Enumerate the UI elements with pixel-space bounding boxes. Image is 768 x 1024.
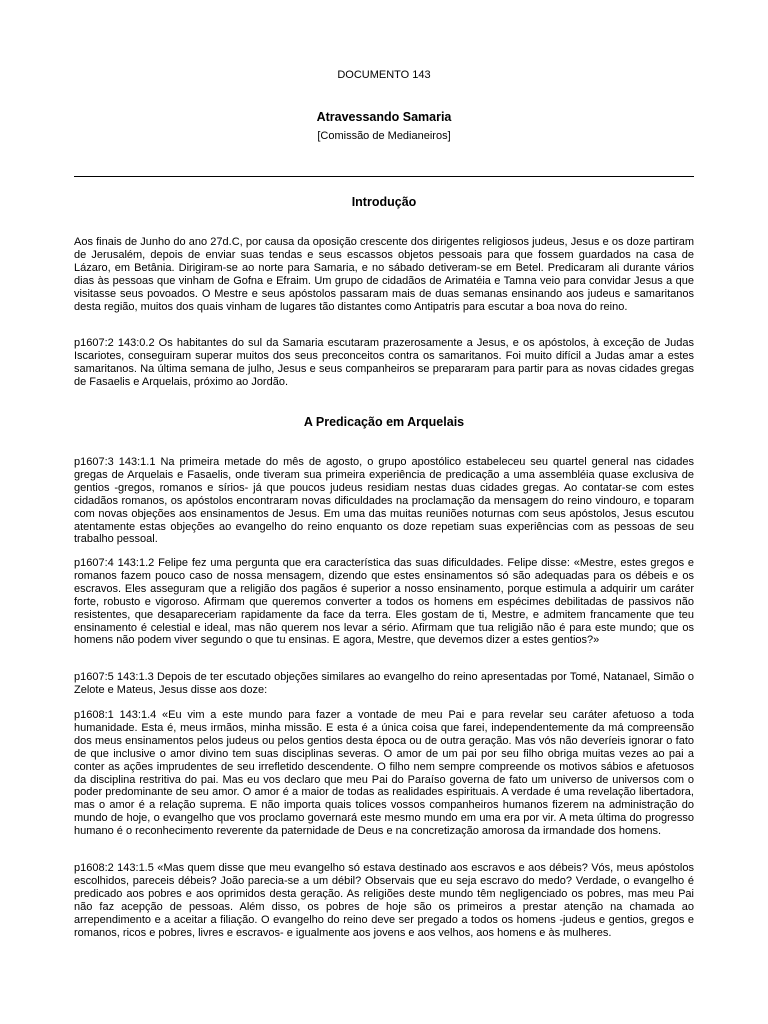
document-number: DOCUMENTO 143 <box>337 69 431 81</box>
paragraph: p1607:3 143:1.1 Na primeira metade do mês de agosto, o grupo apostólico estabeleceu seu quartel general nas cidades gregas de Arquelais e Fasaelis, onde tiveram sua primeira experiência de predicação a uma assembléia quase exclusiva de gentios -gregos, romanos e sírios- já que poucos judeus residiam nestas duas cidades gregas. Ao contatar-se com estes cidadãos romanos, os apóstolos encontraram novas dificuldades na proclamação da mensagem do reino vindouro, e toparam com novas objeções aos ensinamentos de Jesus. Em uma das muitas reuniões noturnas com seus apóstolos, Jesus escutou atentamente estas objeções ao evangelho do reino enquanto os doze repetiam suas experiências com as pessoas de seu trabalho pessoal. <box>74 456 694 546</box>
section-heading-predicacao: A Predicação em Arquelais <box>303 415 465 429</box>
paragraph: p1608:1 143:1.4 «Eu vim a este mundo para fazer a vontade de meu Pai e para revelar seu caráter afetuoso a toda humanidade. Esta é, meus irmãos, minha missão. E esta é a única coisa que farei, independentemente da má compreensão dos meus ensinamentos pelos judeus ou pelos gentios desta época ou de outra geração. Mas vós não deveríeis ignorar o fato de que inclusive o amor divino tem suas disciplinas severas. O amor de um pai por seu filho obriga muitas vezes ao pai a conter as ações imprudentes de seu irrefletido descendente. O filho nem sempre compreende os motivos sábios e afetuosos da disciplina restritiva do pai. Mas eu vos declaro que meu Pai do Paraíso governa de fato um universo de universos com o poder predominante de seu amor. O amor é a maior de todas as realidades espirituais. A verdade é uma revelação libertadora, mas o amor é a relação suprema. E não importa quais tolices vossos companheiros humanos fizerem na administração do mundo de hoje, o evangelho que vos proclamo governará este mesmo mundo em uma era por vir. A meta última do progresso humano é o reconhecimento reverente da paternidade de Deus e na concretização amorosa da irmandade dos homens. <box>74 709 694 838</box>
horizontal-rule <box>74 176 694 177</box>
paragraph: Aos finais de Junho do ano 27d.C, por causa da oposição crescente dos dirigentes religiosos judeus, Jesus e os doze partiram de Jerusalém, depois de enviar suas tendas e seus escassos objetos pessoais para que fossem guardados na casa de Lázaro, em Betânia. Dirigiram-se ao norte para Samaria, e no sábado detiveram-se em Betel. Predicaram ali durante vários dias às pessoas que vinham de Gofna e Efraim. Um grupo de cidadãos de Arimatéia e Tamna veio para convidar Jesus a que visitasse seus povoados. O Mestre e seus apóstolos passaram mais de duas semanas ensinando aos judeus e samaritanos desta região, muitos dos quais vinham de lugares tão distantes como Antipatris para escutar a boa nova do reino. <box>74 236 694 313</box>
paragraph: p1608:2 143:1.5 «Mas quem disse que meu evangelho só estava destinado aos escravos e aos débeis? Vós, meus apóstolos escolhidos, pareceis débeis? João parecia-se a um débil? Observais que eu seja escravo do medo? Verdade, o evangelho é predicado aos pobres e aos oprimidos desta geração. As religiões deste mundo têm negligenciado os pobres, mas meu Pai não faz acepção de pessoas. Além disso, os pobres de hoje são os primeiros a prestar atenção na chamada ao arrependimento e a aceitar a filiação. O evangelho do reino deve ser pregado a todos os homens -judeus e gentios, gregos e romanos, ricos e pobres, livres e escravos- e igualmente aos jovens e aos velhos, aos homens e às mulheres. <box>74 862 694 939</box>
document-subtitle: [Comissão de Medianeiros] <box>317 130 451 142</box>
paragraph: p1607:5 143:1.3 Depois de ter escutado objeções similares ao evangelho do reino apresentadas por Tomé, Natanael, Simão o Zelote e Mateus, Jesus disse aos doze: <box>74 671 694 696</box>
paragraph: p1607:2 143:0.2 Os habitantes do sul da Samaria escutaram prazerosamente a Jesus, e os apóstolos, à exceção de Judas Iscariotes, conseguiram superar muitos dos seus preconceitos contra os samaritanos. Foi muito difícil a Judas amar a estes samaritanos. Na última semana de julho, Jesus e seus companheiros se prepararam para partir para as novas cidades gregas de Fasaelis e Arquelais, próximo ao Jordão. <box>74 337 694 388</box>
section-heading-introducao: Introdução <box>351 195 417 209</box>
paragraph: p1607:4 143:1.2 Felipe fez uma pergunta que era característica das suas dificuldades. Felipe disse: «Mestre, estes gregos e romanos fazem pouco caso de nossa mensagem, dizendo que estes ensinamentos só são adequadas para os débeis e os escravos. Eles asseguram que a religião dos pagãos é superior a nosso ensinamento, porque estimula a adquirir um caráter forte, robusto e vigoroso. Afirmam que queremos converter a todos os homens em espécimes debilitadas de passivos não resistentes, que desapareceriam rapidamente da face da terra. Eles gostam de ti, Mestre, e admitem francamente que teu ensinamento é celestial e ideal, mas não querem nos levar a sério. Afirmam que tua religião não é para este mundo; que os homens não podem viver segundo o que tu ensinas. E agora, Mestre, que devemos dizer a estes gentios?» <box>74 557 694 647</box>
document-title: Atravessando Samaria <box>316 110 452 124</box>
